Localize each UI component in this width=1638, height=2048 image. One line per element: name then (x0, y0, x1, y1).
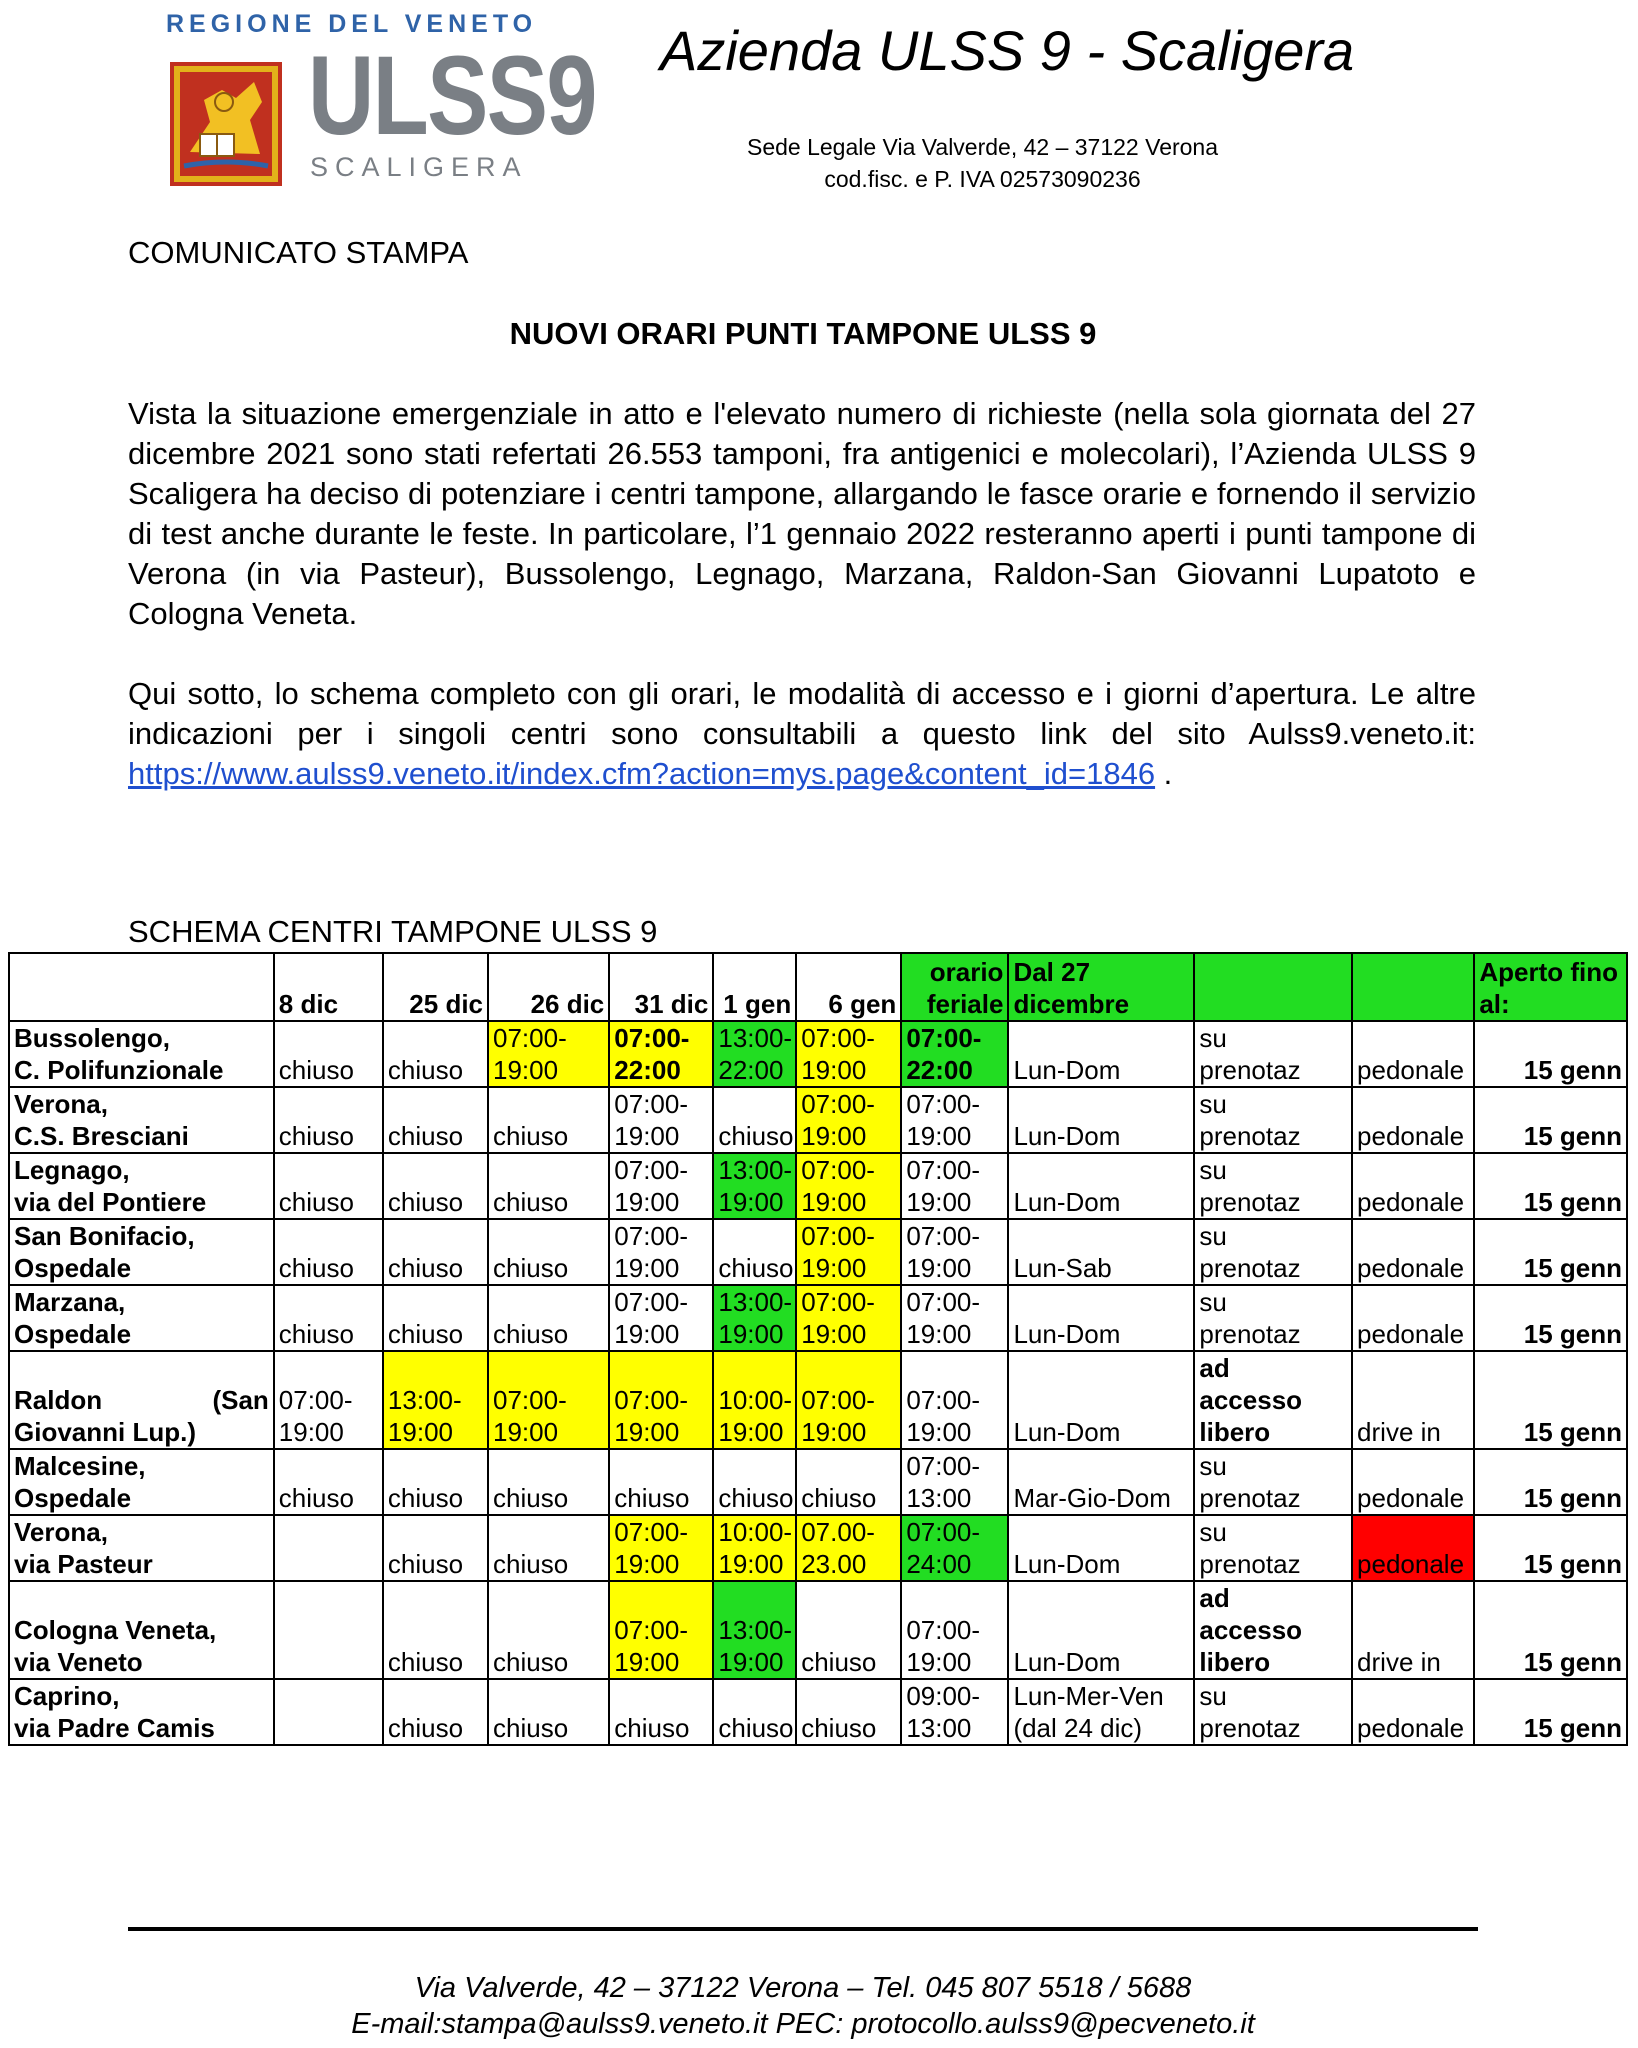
cell-orario-feriale: 07:00- 19:00 (901, 1581, 1008, 1679)
cell-access: ad accesso libero (1194, 1581, 1352, 1679)
footer-address: Via Valverde, 42 – 37122 Verona – Tel. 045 807 5518 / 5688 (414, 1972, 1192, 2004)
cell-1-gen: 10:00- 19:00 (713, 1515, 796, 1581)
header-6-gen: 6 gen (796, 953, 901, 1021)
logo-scaligera-text: SCALIGERA (310, 152, 528, 182)
cell-open-until: 15 genn (1474, 1449, 1627, 1515)
table-row (9, 1581, 1627, 1679)
cell-25-dic: chiuso (383, 1449, 488, 1515)
cell-6-gen: chiuso (796, 1449, 901, 1515)
cell-26-dic: chiuso (488, 1153, 609, 1219)
cell-25-dic: chiuso (383, 1153, 488, 1219)
cell-1-gen: chiuso (713, 1219, 796, 1285)
cell-8-dic: chiuso (274, 1153, 383, 1219)
cell-location: San Bonifacio, Ospedale (9, 1219, 274, 1285)
cell-25-dic: chiuso (383, 1679, 488, 1745)
cell-31-dic: 07:00- 19:00 (609, 1581, 713, 1679)
legal-address: Sede Legale Via Valverde, 42 – 37122 Verona (746, 134, 1219, 160)
cell-days: Lun-Mer-Ven (dal 24 dic) (1008, 1679, 1194, 1745)
cell-open-until: 15 genn (1474, 1087, 1627, 1153)
cell-orario-feriale: 07:00- 19:00 (901, 1087, 1008, 1153)
cell-26-dic: 07:00- 19:00 (488, 1021, 609, 1087)
cell-1-gen: chiuso (713, 1087, 796, 1153)
cell-6-gen: 07:00- 19:00 (796, 1153, 901, 1219)
cell-31-dic: 07:00- 19:00 (609, 1351, 713, 1449)
cell-25-dic: chiuso (383, 1581, 488, 1679)
swab-centers-table (8, 952, 1628, 1746)
cell-mode: pedonale (1352, 1021, 1474, 1087)
cell-8-dic: chiuso (274, 1087, 383, 1153)
logo-region-label: REGIONE DEL VENETO (166, 10, 538, 38)
cell-mode: pedonale (1352, 1449, 1474, 1515)
cell-6-gen: 07:00- 19:00 (796, 1351, 901, 1449)
cell-open-until: 15 genn (1474, 1581, 1627, 1679)
cell-6-gen: chiuso (796, 1679, 901, 1745)
cell-8-dic (274, 1679, 383, 1745)
cell-25-dic: chiuso (383, 1515, 488, 1581)
table-header-row (9, 953, 1627, 1021)
cell-access: ad accesso libero (1194, 1351, 1352, 1449)
table-row (9, 1351, 1627, 1449)
cell-access: su prenotaz (1194, 1285, 1352, 1351)
cell-31-dic: 07:00- 19:00 (609, 1087, 713, 1153)
cell-31-dic: chiuso (609, 1679, 713, 1745)
cell-open-until: 15 genn (1474, 1219, 1627, 1285)
cell-open-until: 15 genn (1474, 1515, 1627, 1581)
table-row (9, 1087, 1627, 1153)
cell-26-dic: chiuso (488, 1285, 609, 1351)
header-dal-27-dicembre: Dal 27 dicembre (1008, 953, 1194, 1021)
cell-25-dic: chiuso (383, 1285, 488, 1351)
cell-mode: pedonale (1352, 1153, 1474, 1219)
table-row (9, 1679, 1627, 1745)
cell-26-dic: chiuso (488, 1581, 609, 1679)
cell-26-dic: chiuso (488, 1515, 609, 1581)
cell-1-gen: 13:00- 22:00 (713, 1021, 796, 1087)
cell-8-dic (274, 1515, 383, 1581)
cell-mode: pedonale (1352, 1515, 1474, 1581)
headline: NUOVI ORARI PUNTI TAMPONE ULSS 9 (509, 316, 1097, 351)
cell-8-dic: chiuso (274, 1285, 383, 1351)
site-link[interactable]: https://www.aulss9.veneto.it/index.cfm?action=mys.page&content_id=1846 (128, 756, 1156, 791)
cell-location: Marzana, Ospedale (9, 1285, 274, 1351)
header-25-dic: 25 dic (383, 953, 488, 1021)
cell-location: Verona, C.S. Bresciani (9, 1087, 274, 1153)
cell-8-dic: chiuso (274, 1021, 383, 1087)
organization-title: Azienda ULSS 9 - Scaligera (660, 19, 1355, 82)
cell-open-until: 15 genn (1474, 1351, 1627, 1449)
cell-1-gen: 10:00- 19:00 (713, 1351, 796, 1449)
cell-8-dic: chiuso (274, 1219, 383, 1285)
lion-of-st-mark-icon (170, 62, 282, 186)
cell-days: Lun-Dom (1008, 1153, 1194, 1219)
cell-location: Malcesine, Ospedale (9, 1449, 274, 1515)
cell-25-dic: 13:00- 19:00 (383, 1351, 488, 1449)
cell-location: Legnago, via del Pontiere (9, 1153, 274, 1219)
cell-mode: drive in (1352, 1581, 1474, 1679)
cell-8-dic (274, 1581, 383, 1679)
cell-location: Verona, via Pasteur (9, 1515, 274, 1581)
cell-mode: pedonale (1352, 1087, 1474, 1153)
cell-days: Lun-Sab (1008, 1219, 1194, 1285)
link-suffix: . (1155, 756, 1173, 791)
header-mode (1352, 953, 1474, 1021)
cell-26-dic: chiuso (488, 1449, 609, 1515)
header-31-dic: 31 dic (609, 953, 713, 1021)
header-orario-feriale: orario feriale (901, 953, 1008, 1021)
cell-6-gen: 07:00- 19:00 (796, 1087, 901, 1153)
cell-access: su prenotaz (1194, 1021, 1352, 1087)
press-release-label: COMUNICATO STAMPA (128, 235, 469, 270)
header-1-gen: 1 gen (713, 953, 796, 1021)
cell-1-gen: 13:00- 19:00 (713, 1581, 796, 1679)
paragraph-details-text: Qui sotto, lo schema completo con gli orari, le modalità di accesso e i giorni d’apertura. Le altre indicazioni per i singoli centri sono consultabili a questo link del sito Aulss9.veneto.it: (128, 676, 1476, 751)
cell-open-until: 15 genn (1474, 1679, 1627, 1745)
cell-orario-feriale: 07:00- 19:00 (901, 1285, 1008, 1351)
cell-26-dic: 07:00- 19:00 (488, 1351, 609, 1449)
cell-location: Caprino, via Padre Camis (9, 1679, 274, 1745)
cell-26-dic: chiuso (488, 1219, 609, 1285)
cell-25-dic: chiuso (383, 1087, 488, 1153)
cell-6-gen: chiuso (796, 1581, 901, 1679)
cell-31-dic: 07:00- 19:00 (609, 1153, 713, 1219)
cell-orario-feriale: 09:00- 13:00 (901, 1679, 1008, 1745)
cell-days: Lun-Dom (1008, 1021, 1194, 1087)
header-26-dic: 26 dic (488, 953, 609, 1021)
footer-divider (128, 1927, 1478, 1931)
cell-31-dic: 07:00- 19:00 (609, 1515, 713, 1581)
cell-mode: drive in (1352, 1351, 1474, 1449)
cell-mode: pedonale (1352, 1679, 1474, 1745)
cell-26-dic: chiuso (488, 1679, 609, 1745)
cell-orario-feriale: 07:00- 24:00 (901, 1515, 1008, 1581)
cell-31-dic: 07:00- 22:00 (609, 1021, 713, 1087)
cell-days: Lun-Dom (1008, 1087, 1194, 1153)
cell-location: Bussolengo, C. Polifunzionale (9, 1021, 274, 1087)
cell-26-dic: chiuso (488, 1087, 609, 1153)
cell-orario-feriale: 07:00- 13:00 (901, 1449, 1008, 1515)
cell-days: Lun-Dom (1008, 1351, 1194, 1449)
cell-access: su prenotaz (1194, 1449, 1352, 1515)
cell-1-gen: 13:00- 19:00 (713, 1285, 796, 1351)
cell-31-dic: 07:00- 19:00 (609, 1219, 713, 1285)
paragraph-details (128, 674, 1476, 794)
schema-title: SCHEMA CENTRI TAMPONE ULSS 9 (128, 914, 658, 949)
ulss9-logo (160, 6, 596, 186)
cell-access: su prenotaz (1194, 1219, 1352, 1285)
cell-access: su prenotaz (1194, 1679, 1352, 1745)
cell-open-until: 15 genn (1474, 1021, 1627, 1087)
cell-mode: pedonale (1352, 1219, 1474, 1285)
footer-contacts: E-mail:stampa@aulss9.veneto.it PEC: protocollo.aulss9@pecveneto.it (351, 2008, 1255, 2040)
cell-mode: pedonale (1352, 1285, 1474, 1351)
cell-days: Lun-Dom (1008, 1285, 1194, 1351)
cell-orario-feriale: 07:00- 19:00 (901, 1351, 1008, 1449)
cell-location: Cologna Veneta, via Veneto (9, 1581, 274, 1679)
paragraph-intro: Vista la situazione emergenziale in atto e l'elevato numero di richieste (nella sola giornata del 27 dicembre 2021 sono stati refertati 26.553 tamponi, fra antigenici e molecolari), l’Azienda ULSS 9 Scaligera ha deciso di potenziare i centri tampone, allargando le fasce orarie e fornendo il servizio di test anche durante le feste. In particolare, l’1 gennaio 2022 resteranno aperti i punti tampone di Verona (in via Pasteur), Bussolengo, Legnago, Marzana, Raldon-San Giovanni Lupatoto e Cologna Veneta. (128, 396, 1476, 631)
header-8-dic: 8 dic (274, 953, 383, 1021)
cell-days: Lun-Dom (1008, 1581, 1194, 1679)
cell-orario-feriale: 07:00- 19:00 (901, 1153, 1008, 1219)
cell-8-dic: chiuso (274, 1449, 383, 1515)
cell-6-gen: 07.00- 23.00 (796, 1515, 901, 1581)
header-access (1194, 953, 1352, 1021)
cell-6-gen: 07:00- 19:00 (796, 1285, 901, 1351)
cell-31-dic: 07:00- 19:00 (609, 1285, 713, 1351)
cell-access: su prenotaz (1194, 1087, 1352, 1153)
table-row (9, 1153, 1627, 1219)
cell-access: su prenotaz (1194, 1515, 1352, 1581)
header-aperto-fino-al: Aperto fino al: (1474, 953, 1627, 1021)
cell-6-gen: 07:00- 19:00 (796, 1219, 901, 1285)
table-row (9, 1515, 1627, 1581)
cell-days: Lun-Dom (1008, 1515, 1194, 1581)
cell-1-gen: 13:00- 19:00 (713, 1153, 796, 1219)
cell-open-until: 15 genn (1474, 1153, 1627, 1219)
cell-25-dic: chiuso (383, 1219, 488, 1285)
table-row (9, 1285, 1627, 1351)
table-row (9, 1021, 1627, 1087)
cell-open-until: 15 genn (1474, 1285, 1627, 1351)
cell-8-dic: 07:00- 19:00 (274, 1351, 383, 1449)
cell-orario-feriale: 07:00- 19:00 (901, 1219, 1008, 1285)
cell-31-dic: chiuso (609, 1449, 713, 1515)
table-row (9, 1219, 1627, 1285)
cell-1-gen: chiuso (713, 1679, 796, 1745)
cell-1-gen: chiuso (713, 1449, 796, 1515)
cell-access: su prenotaz (1194, 1153, 1352, 1219)
cell-location: Raldon (San Giovanni Lup.) (9, 1351, 274, 1449)
logo-ulss9-text: ULSS9 (308, 33, 596, 158)
cell-orario-feriale: 07:00- 22:00 (901, 1021, 1008, 1087)
table-row (9, 1449, 1627, 1515)
cell-days: Mar-Gio-Dom (1008, 1449, 1194, 1515)
header-location (9, 953, 274, 1021)
cell-25-dic: chiuso (383, 1021, 488, 1087)
cell-6-gen: 07:00- 19:00 (796, 1021, 901, 1087)
tax-code: cod.fisc. e P. IVA 02573090236 (824, 166, 1141, 192)
